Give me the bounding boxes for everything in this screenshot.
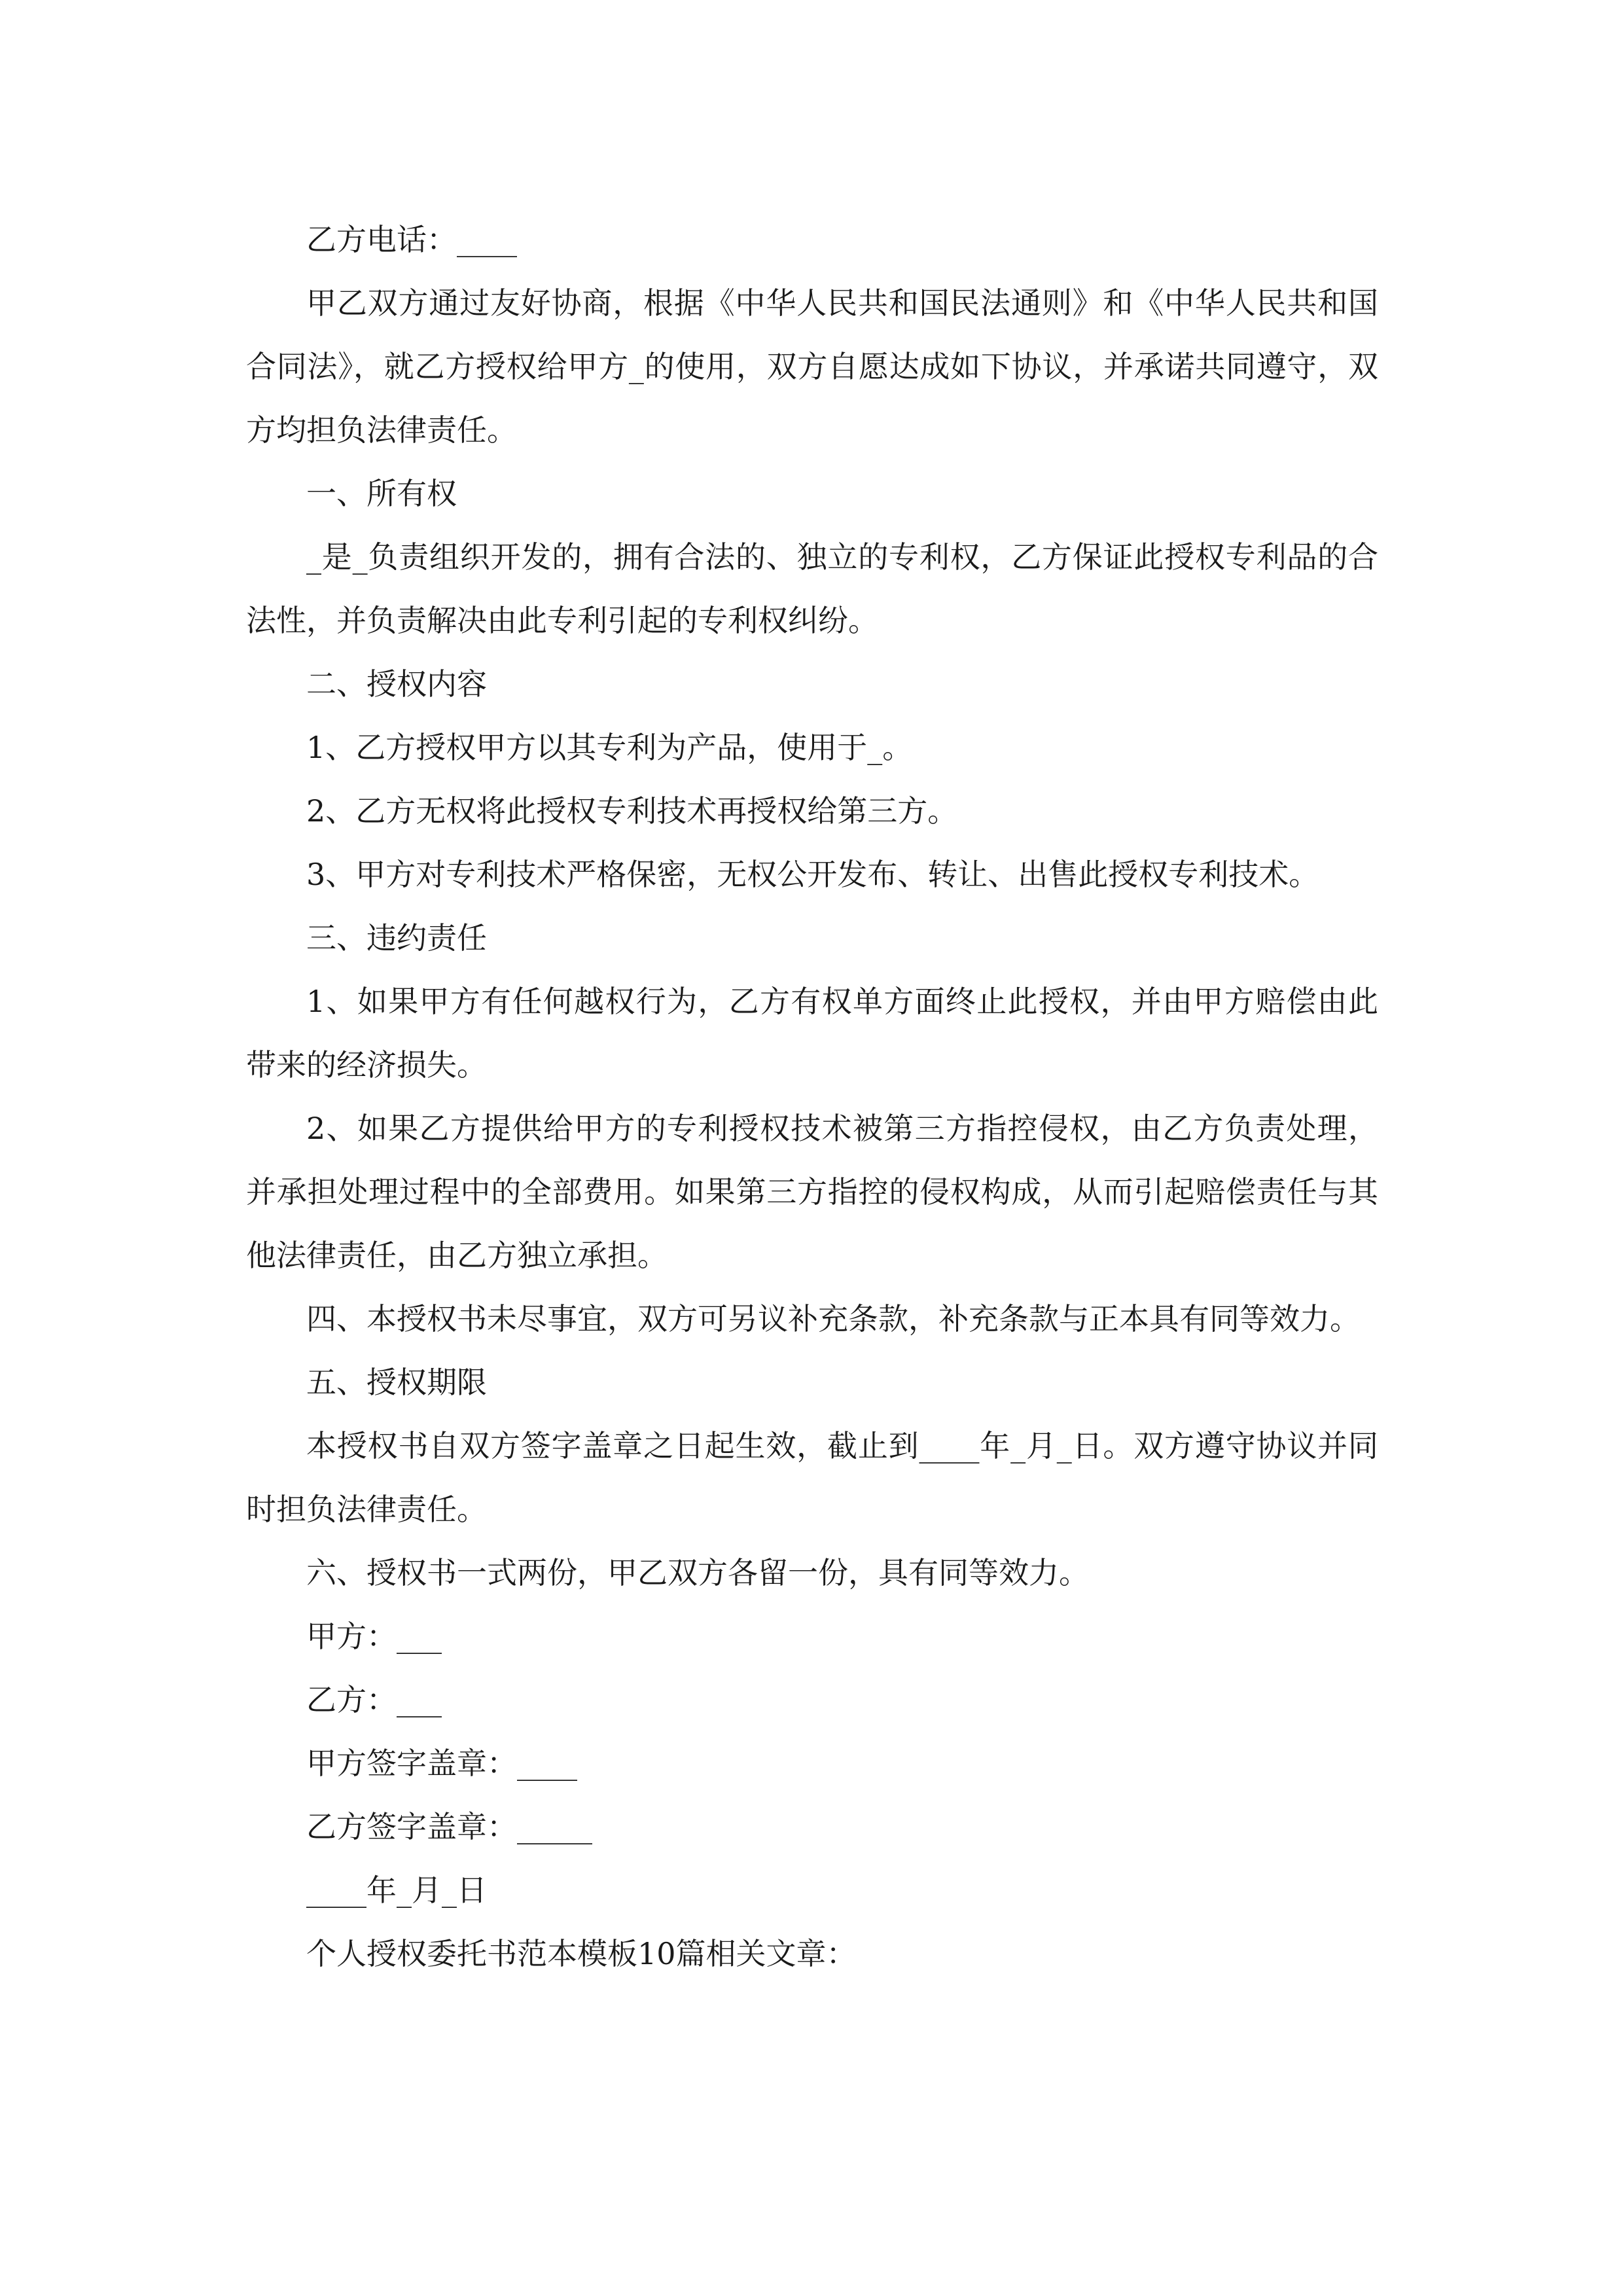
supplementary-clause: 四、本授权书未尽事宜，双方可另议补充条款，补充条款与正本具有同等效力。	[306, 1301, 1360, 1336]
date-line: ____年_月_日	[306, 1873, 487, 1908]
copies-clause: 六、授权书一式两份，甲乙双方各留一份，具有同等效力。	[306, 1555, 1089, 1590]
section-heading-liability: 三、违约责任	[306, 920, 487, 956]
liability-item-1: 1、如果甲方有任何越权行为，乙方有权单方面终止此授权，并由甲方赔偿由此带来的经济损失。	[246, 984, 1378, 1083]
section-heading-authorization-content: 二、授权内容	[306, 666, 487, 702]
section-heading-term: 五、授权期限	[306, 1365, 487, 1400]
term-clause: 本授权书自双方签字盖章之日起生效，截止到____年_月_日。双方遵守协议并同时担负法律责任。	[246, 1428, 1378, 1527]
related-articles-heading: 个人授权委托书范本模板10篇相关文章：	[306, 1936, 857, 1971]
party-b-signature-line: 乙方签字盖章：_____	[306, 1809, 592, 1844]
document-body	[246, 208, 1378, 1986]
party-b-phone: 乙方电话：____	[306, 222, 517, 257]
authorization-item-3: 3、甲方对专利技术严格保密，无权公开发布、转让、出售此授权专利技术。	[306, 857, 1319, 892]
section-heading-ownership: 一、所有权	[306, 476, 457, 511]
liability-item-2: 2、如果乙方提供给甲方的专利授权技术被第三方指控侵权，由乙方负责处理，并承担处理过程中的全部费用。如果第三方指控的侵权构成，从而引起赔偿责任与其他法律责任，由乙方独立承担。	[246, 1111, 1378, 1273]
agreement-intro: 甲乙双方通过友好协商，根据《中华人民共和国民法通则》和《中华人民共和国合同法》，就乙方授权给甲方_的使用，双方自愿达成如下协议，并承诺共同遵守，双方均担负法律责任。	[246, 285, 1378, 448]
authorization-item-2: 2、乙方无权将此授权专利技术再授权给第三方。	[306, 793, 958, 829]
party-a-signature-line: 甲方签字盖章：____	[306, 1746, 577, 1781]
party-b-line: 乙方：___	[306, 1682, 442, 1717]
party-a-line: 甲方：___	[306, 1619, 442, 1654]
ownership-clause: _是_负责组织开发的，拥有合法的、独立的专利权，乙方保证此授权专利品的合法性，并负责解决由此专利引起的专利权纠纷。	[246, 539, 1378, 638]
authorization-item-1: 1、乙方授权甲方以其专利为产品，使用于_。	[306, 730, 913, 765]
